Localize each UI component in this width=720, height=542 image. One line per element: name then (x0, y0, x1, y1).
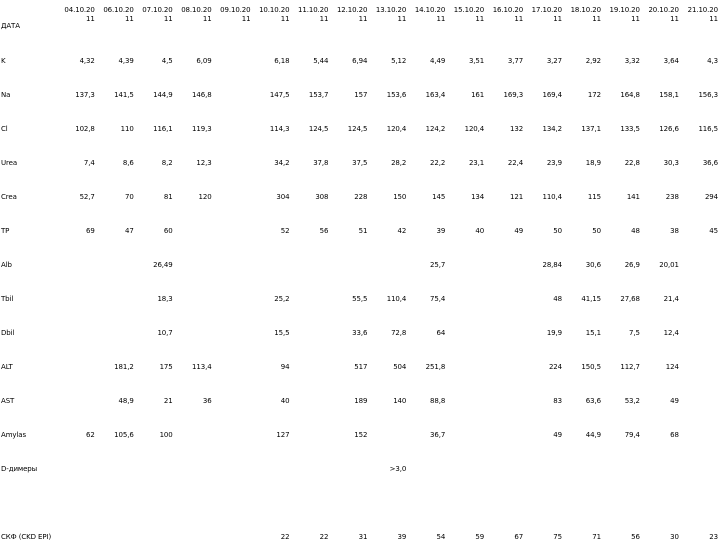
value-cell[interactable] (447, 440, 486, 474)
value-cell[interactable]: 8,2 (161, 159, 173, 167)
value-cell[interactable]: 133,5 (620, 125, 640, 133)
value-cell[interactable]: 56 (319, 227, 329, 235)
value-cell[interactable] (214, 32, 253, 66)
value-cell[interactable]: 48 (553, 295, 563, 303)
value-cell[interactable]: 164,8 (620, 91, 640, 99)
value-cell[interactable]: 55,5 (352, 295, 368, 303)
value-cell[interactable] (214, 338, 253, 372)
table-row (0, 236, 720, 270)
value-cell[interactable]: 163,4 (425, 91, 446, 99)
value-cell[interactable]: 144,9 (153, 91, 173, 99)
value-cell[interactable] (214, 440, 253, 474)
value-cell[interactable] (214, 372, 253, 406)
value-cell[interactable] (58, 304, 97, 338)
value-cell[interactable]: 50 (592, 227, 601, 235)
value-cell[interactable]: 175 (159, 363, 173, 371)
value-cell[interactable]: 30 (670, 533, 679, 541)
value-cell[interactable]: 124,5 (347, 125, 368, 133)
value-cell[interactable]: 172 (587, 91, 601, 99)
value-cell[interactable]: 50 (553, 227, 563, 235)
value-cell[interactable]: 127 (276, 431, 290, 439)
value-cell[interactable]: 110,4 (386, 295, 407, 303)
value-cell[interactable] (175, 474, 214, 542)
value-cell[interactable]: 8,6 (122, 159, 134, 167)
value-cell[interactable]: 33,6 (352, 329, 368, 337)
value-cell[interactable]: 3,64 (663, 57, 679, 65)
value-cell[interactable]: 23,9 (546, 159, 563, 167)
value-cell[interactable] (175, 304, 214, 338)
date-header-cell[interactable]: 10.10.20 11 (259, 6, 290, 23)
value-cell[interactable] (214, 66, 253, 100)
value-cell[interactable] (447, 236, 486, 270)
value-cell[interactable]: 102,8 (75, 125, 95, 133)
value-cell[interactable]: 145 (432, 193, 446, 201)
value-cell[interactable]: 3,51 (468, 57, 485, 65)
value-cell[interactable]: 30,6 (585, 261, 601, 269)
value-cell[interactable]: 124,5 (308, 125, 329, 133)
value-cell[interactable]: 23,1 (468, 159, 485, 167)
value-cell[interactable]: 36,6 (702, 159, 718, 167)
row-label-cell[interactable]: Crea (1, 193, 17, 201)
value-cell[interactable]: 38 (670, 227, 679, 235)
value-cell[interactable]: 18,9 (585, 159, 601, 167)
date-header-cell[interactable]: 21.10.20 11 (687, 6, 718, 23)
value-cell[interactable]: 157 (354, 91, 368, 99)
value-cell[interactable]: 504 (393, 363, 407, 371)
value-cell[interactable]: 20,01 (659, 261, 679, 269)
date-header-cell[interactable]: 17.10.20 11 (531, 6, 563, 23)
value-cell[interactable]: 12,4 (663, 329, 679, 337)
value-cell[interactable]: 15,5 (274, 329, 290, 337)
value-cell[interactable] (214, 100, 253, 134)
value-cell[interactable]: 56 (631, 533, 640, 541)
date-header-cell[interactable]: 08.10.20 11 (181, 6, 212, 23)
value-cell[interactable] (136, 440, 175, 474)
value-cell[interactable]: 4,39 (118, 57, 134, 65)
value-cell[interactable] (175, 202, 214, 236)
table-row (0, 474, 720, 542)
value-cell[interactable]: 59 (475, 533, 485, 541)
value-cell[interactable]: 30,3 (663, 159, 679, 167)
value-cell[interactable] (291, 440, 330, 474)
value-cell[interactable] (136, 474, 175, 542)
value-cell[interactable]: 42 (397, 227, 407, 235)
corner-cell[interactable]: ДАТА (1, 22, 20, 30)
value-cell[interactable]: 150 (393, 193, 407, 201)
value-cell[interactable]: 158,1 (659, 91, 679, 99)
value-cell[interactable]: 114,3 (269, 125, 290, 133)
value-cell[interactable]: 40 (280, 397, 290, 405)
value-cell[interactable]: 40 (475, 227, 485, 235)
value-cell[interactable]: 48,9 (118, 397, 134, 405)
value-cell[interactable] (603, 440, 642, 474)
value-cell[interactable]: 110,4 (542, 193, 563, 201)
date-header-cell[interactable]: 19.10.20 11 (609, 6, 640, 23)
value-cell[interactable]: 49 (670, 397, 679, 405)
value-cell[interactable] (486, 270, 525, 304)
value-cell[interactable] (253, 440, 292, 474)
value-cell[interactable]: 150,5 (581, 363, 601, 371)
value-cell[interactable]: 6,09 (196, 57, 212, 65)
value-cell[interactable]: 124 (665, 363, 679, 371)
value-cell[interactable]: 112,7 (620, 363, 640, 371)
value-cell[interactable]: 141,5 (114, 91, 134, 99)
value-cell[interactable]: 308 (315, 193, 329, 201)
value-cell[interactable]: 121 (510, 193, 524, 201)
value-cell[interactable]: 116,1 (153, 125, 173, 133)
value-cell[interactable]: 19,9 (546, 329, 563, 337)
value-cell[interactable]: 79,4 (624, 431, 640, 439)
table-row (0, 304, 720, 338)
value-cell[interactable] (408, 440, 447, 474)
row-label-cell[interactable]: AST (1, 397, 15, 405)
value-cell[interactable] (447, 338, 486, 372)
value-cell[interactable] (369, 236, 408, 270)
value-cell[interactable]: 39 (436, 227, 446, 235)
table-row (0, 100, 720, 134)
date-header-cell[interactable]: 07.10.20 11 (142, 6, 173, 23)
value-cell[interactable] (58, 372, 97, 406)
value-cell[interactable]: 22 (319, 533, 329, 541)
date-header-cell[interactable]: 13.10.20 11 (375, 6, 407, 23)
value-cell[interactable] (214, 202, 253, 236)
value-cell[interactable]: 2,92 (585, 57, 601, 65)
value-cell[interactable]: 48 (631, 227, 640, 235)
value-cell[interactable]: 238 (665, 193, 679, 201)
value-cell[interactable]: 52,7 (79, 193, 95, 201)
value-cell[interactable] (97, 304, 136, 338)
value-cell[interactable]: 6,18 (274, 57, 290, 65)
value-cell[interactable] (291, 406, 330, 440)
value-cell[interactable] (214, 168, 253, 202)
value-cell[interactable]: 83 (553, 397, 563, 405)
value-cell[interactable]: 4,5 (161, 57, 173, 65)
value-cell[interactable]: 26,9 (624, 261, 640, 269)
table-row (0, 372, 720, 406)
value-cell[interactable] (369, 406, 408, 440)
value-cell[interactable] (330, 440, 369, 474)
value-cell[interactable] (486, 440, 525, 474)
value-cell[interactable]: 72,8 (391, 329, 407, 337)
value-cell[interactable]: 18,3 (157, 295, 173, 303)
value-cell[interactable]: 153,7 (308, 91, 329, 99)
value-cell[interactable]: 153,6 (386, 91, 407, 99)
value-cell[interactable] (58, 270, 97, 304)
value-cell[interactable] (97, 236, 136, 270)
value-cell[interactable] (175, 236, 214, 270)
value-cell[interactable] (291, 236, 330, 270)
value-cell[interactable]: 119,3 (192, 125, 212, 133)
value-cell[interactable]: 3,27 (546, 57, 563, 65)
date-header-cell[interactable]: 16.10.20 11 (492, 6, 524, 23)
value-cell[interactable] (681, 236, 720, 270)
value-cell[interactable]: 152 (354, 431, 368, 439)
value-cell[interactable]: 52 (280, 227, 290, 235)
value-cell[interactable]: 25,2 (274, 295, 290, 303)
value-cell[interactable]: 7,4 (83, 159, 95, 167)
date-header-cell[interactable]: 09.10.20 11 (220, 6, 251, 23)
date-header-cell[interactable]: 11.10.20 11 (298, 6, 329, 23)
value-cell[interactable]: 25,7 (430, 261, 446, 269)
value-cell[interactable]: 62 (86, 431, 95, 439)
row-label-cell[interactable]: Na (1, 91, 11, 99)
value-cell[interactable] (486, 406, 525, 440)
value-cell[interactable]: 110 (120, 125, 134, 133)
row-label-cell[interactable]: Urea (1, 159, 18, 167)
value-cell[interactable]: 94 (280, 363, 290, 371)
value-cell[interactable]: 137,3 (75, 91, 95, 99)
value-cell[interactable] (486, 372, 525, 406)
value-cell[interactable] (97, 270, 136, 304)
value-cell[interactable] (58, 338, 97, 372)
value-cell[interactable]: 22 (280, 533, 290, 541)
table-row (0, 338, 720, 372)
value-cell[interactable]: 251,8 (425, 363, 446, 371)
value-cell[interactable]: 21,4 (663, 295, 679, 303)
table-row (0, 406, 720, 440)
value-cell[interactable]: 169,3 (503, 91, 524, 99)
value-cell[interactable]: 39 (397, 533, 407, 541)
value-cell[interactable]: 34,2 (274, 159, 290, 167)
value-cell[interactable] (214, 270, 253, 304)
value-cell[interactable]: 120,4 (464, 125, 485, 133)
value-cell[interactable] (681, 372, 720, 406)
value-cell[interactable] (175, 440, 214, 474)
value-cell[interactable]: 64 (436, 329, 446, 337)
value-cell[interactable] (447, 406, 486, 440)
table-row (0, 168, 720, 202)
value-cell[interactable]: 36,7 (430, 431, 446, 439)
value-cell[interactable]: 134 (471, 193, 485, 201)
value-cell[interactable] (214, 406, 253, 440)
table-row (0, 134, 720, 168)
row-label-cell[interactable]: D-димеры (1, 465, 38, 473)
value-cell[interactable]: 124,2 (425, 125, 446, 133)
date-header-cell[interactable]: 04.10.20 11 (64, 6, 95, 23)
value-cell[interactable]: 71 (592, 533, 601, 541)
value-cell[interactable]: 113,4 (192, 363, 212, 371)
table-row (0, 202, 720, 236)
row-label-cell[interactable]: TP (1, 227, 10, 235)
table-row (0, 440, 720, 474)
value-cell[interactable]: 21 (163, 397, 173, 405)
value-cell[interactable]: 156,3 (698, 91, 718, 99)
value-cell[interactable] (214, 236, 253, 270)
row-label-cell[interactable]: Alb (1, 261, 12, 269)
value-cell[interactable]: 115 (587, 193, 601, 201)
table-row (0, 270, 720, 304)
value-cell[interactable] (175, 406, 214, 440)
date-header-cell[interactable]: 06.10.20 11 (103, 6, 134, 23)
value-cell[interactable] (486, 304, 525, 338)
value-cell[interactable] (291, 304, 330, 338)
value-cell[interactable]: 12,3 (196, 159, 212, 167)
value-cell[interactable] (447, 304, 486, 338)
value-cell[interactable] (681, 338, 720, 372)
value-cell[interactable] (253, 236, 292, 270)
value-cell[interactable]: 5,44 (313, 57, 329, 65)
value-cell[interactable]: 67 (514, 533, 524, 541)
value-cell[interactable]: 4,32 (79, 57, 95, 65)
value-cell[interactable]: 3,32 (624, 57, 640, 65)
value-cell[interactable] (97, 474, 136, 542)
value-cell[interactable] (681, 304, 720, 338)
value-cell[interactable]: 36 (202, 397, 212, 405)
value-cell[interactable]: 132 (510, 125, 524, 133)
value-cell[interactable] (525, 440, 564, 474)
value-cell[interactable]: 54 (436, 533, 446, 541)
value-cell[interactable]: 228 (354, 193, 368, 201)
value-cell[interactable]: 51 (358, 227, 368, 235)
value-cell[interactable] (291, 372, 330, 406)
value-cell[interactable]: 140 (393, 397, 407, 405)
value-cell[interactable]: 88,8 (430, 397, 446, 405)
value-cell[interactable]: 49 (553, 431, 563, 439)
value-cell[interactable]: 44,9 (585, 431, 601, 439)
value-cell[interactable]: 4,3 (707, 57, 718, 65)
value-cell[interactable] (214, 304, 253, 338)
value-cell[interactable]: 28,84 (542, 261, 563, 269)
value-cell[interactable]: 22,2 (430, 159, 446, 167)
value-cell[interactable]: 10,7 (157, 329, 173, 337)
value-cell[interactable]: 81 (163, 193, 173, 201)
value-cell[interactable] (214, 134, 253, 168)
value-cell[interactable]: 147,5 (269, 91, 290, 99)
value-cell[interactable]: 23 (709, 533, 718, 541)
value-cell[interactable]: 45 (709, 227, 718, 235)
value-cell[interactable]: 141 (626, 193, 640, 201)
value-cell[interactable] (58, 440, 97, 474)
value-cell[interactable]: 100 (159, 431, 173, 439)
value-cell[interactable]: 294 (704, 193, 718, 201)
value-cell[interactable]: 126,6 (659, 125, 679, 133)
value-cell[interactable]: 169,4 (542, 91, 563, 99)
date-header-cell[interactable]: 18.10.20 11 (570, 6, 601, 23)
value-cell[interactable]: 22,8 (624, 159, 640, 167)
value-cell[interactable] (330, 236, 369, 270)
value-cell[interactable] (486, 236, 525, 270)
row-label-cell[interactable]: Cl (1, 125, 8, 133)
date-header-cell[interactable]: 15.10.20 11 (453, 6, 485, 23)
value-cell[interactable]: 224 (548, 363, 563, 371)
value-cell[interactable]: 181,2 (114, 363, 134, 371)
value-cell[interactable]: 53,2 (624, 397, 640, 405)
date-header-cell[interactable]: 14.10.20 11 (414, 6, 446, 23)
date-header-cell[interactable]: 12.10.20 11 (336, 6, 368, 23)
value-cell[interactable]: 63,6 (585, 397, 601, 405)
value-cell[interactable]: 189 (354, 397, 368, 405)
value-cell[interactable]: 3,77 (507, 57, 524, 65)
value-cell[interactable]: 304 (276, 193, 290, 201)
value-cell[interactable]: 517 (354, 363, 368, 371)
value-cell[interactable]: 161 (471, 91, 485, 99)
value-cell[interactable]: 27,68 (620, 295, 640, 303)
value-cell[interactable] (175, 270, 214, 304)
header-row (0, 0, 720, 32)
value-cell[interactable] (681, 406, 720, 440)
table-row (0, 32, 720, 66)
value-cell[interactable] (681, 270, 720, 304)
value-cell[interactable]: 70 (124, 193, 134, 201)
value-cell[interactable] (97, 440, 136, 474)
value-cell[interactable] (447, 372, 486, 406)
value-cell[interactable] (486, 338, 525, 372)
value-cell[interactable]: 31 (358, 533, 368, 541)
value-cell[interactable]: 26,49 (153, 261, 173, 269)
value-cell[interactable]: 6,94 (352, 57, 368, 65)
value-cell[interactable]: 28,2 (391, 159, 407, 167)
value-cell[interactable]: 120,4 (386, 125, 407, 133)
value-cell[interactable] (58, 236, 97, 270)
value-cell[interactable]: 60 (163, 227, 173, 235)
value-cell[interactable] (681, 440, 720, 474)
value-cell[interactable]: 41,15 (581, 295, 601, 303)
value-cell[interactable] (214, 474, 253, 542)
value-cell[interactable]: 134,2 (542, 125, 563, 133)
value-cell[interactable] (291, 270, 330, 304)
row-label-cell[interactable]: Tbil (1, 295, 14, 303)
row-label-cell[interactable]: Amylas (1, 431, 27, 439)
value-cell[interactable]: >3,0 (389, 465, 407, 473)
value-cell[interactable] (642, 440, 681, 474)
value-cell[interactable]: 146,8 (192, 91, 212, 99)
value-cell[interactable]: 120 (198, 193, 212, 201)
value-cell[interactable]: 37,8 (313, 159, 329, 167)
value-cell[interactable]: 75 (553, 533, 563, 541)
date-header-cell[interactable]: 20.10.20 11 (648, 6, 679, 23)
value-cell[interactable] (447, 270, 486, 304)
value-cell[interactable]: 7,5 (629, 329, 640, 337)
value-cell[interactable]: 4,49 (430, 57, 446, 65)
value-cell[interactable]: 75,4 (430, 295, 446, 303)
value-cell[interactable]: 69 (86, 227, 95, 235)
value-cell[interactable] (564, 440, 603, 474)
row-label-cell[interactable]: ALT (1, 363, 13, 371)
value-cell[interactable]: 22,4 (507, 159, 524, 167)
value-cell[interactable]: 68 (670, 431, 679, 439)
row-label-cell[interactable]: K (1, 57, 6, 65)
value-cell[interactable] (291, 338, 330, 372)
value-cell[interactable] (58, 474, 97, 542)
table-row (0, 66, 720, 100)
value-cell[interactable]: 116,5 (698, 125, 718, 133)
value-cell[interactable]: 37,5 (352, 159, 368, 167)
value-cell[interactable]: 49 (514, 227, 524, 235)
row-label-cell[interactable]: СКФ (CKD EPI) (1, 533, 52, 541)
value-cell[interactable]: 15,1 (585, 329, 601, 337)
value-cell[interactable]: 105,6 (114, 431, 134, 439)
value-cell[interactable]: 47 (124, 227, 134, 235)
row-label-cell[interactable]: Dbil (1, 329, 15, 337)
value-cell[interactable]: 5,12 (391, 57, 407, 65)
value-cell[interactable]: 137,1 (581, 125, 601, 133)
